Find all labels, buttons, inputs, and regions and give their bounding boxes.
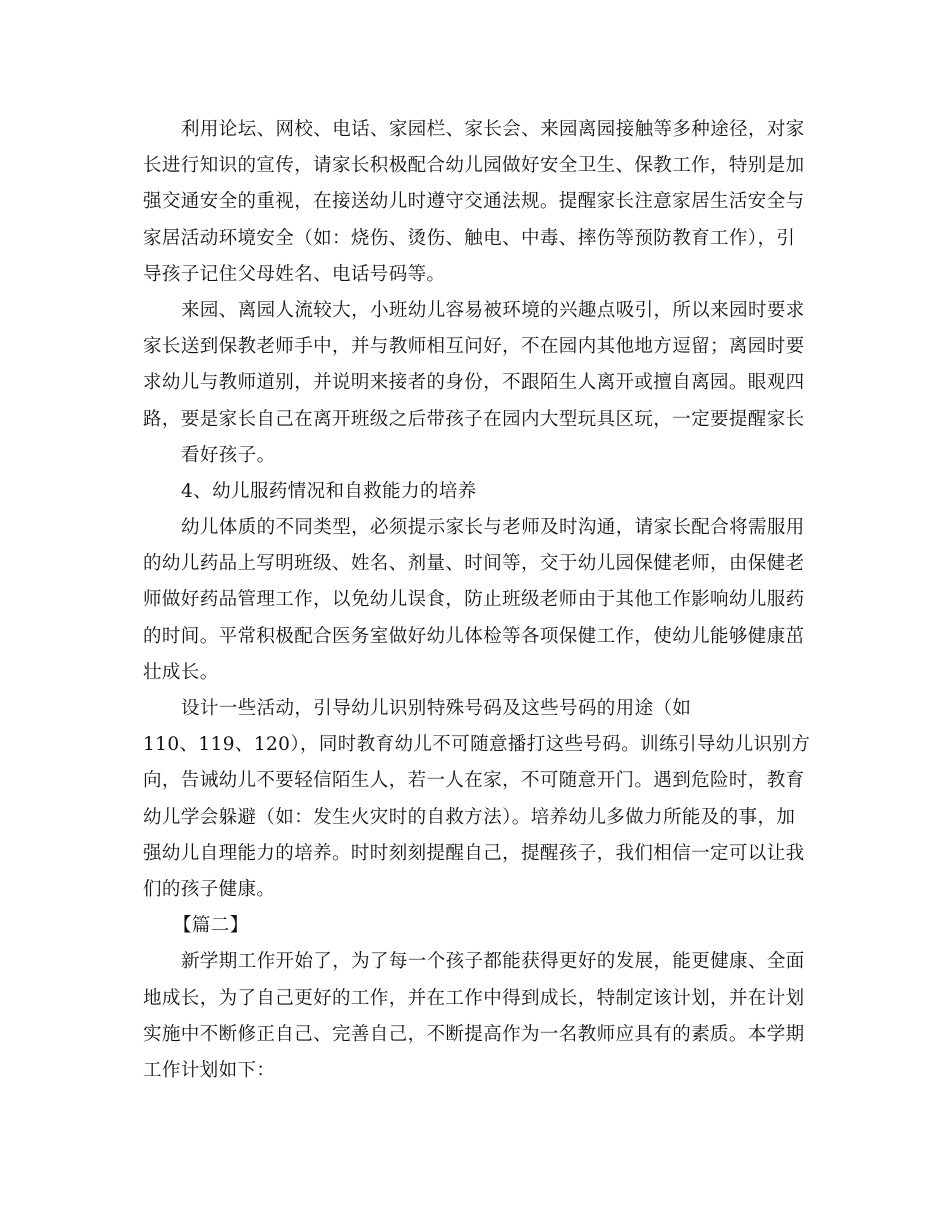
- text-line: 的时间。平常积极配合医务室做好幼儿体检等各项保健工作，使幼儿能够健康茁: [143, 625, 805, 647]
- text-line: 家居活动环境安全（如：烧伤、烫伤、触电、中毒、摔伤等预防教育工作），引: [143, 227, 796, 249]
- paragraph-medication: [143, 510, 803, 691]
- text-line: 求幼儿与教师道别，并说明来接者的身份，不跟陌生人离开或擅自离园。眼观四: [143, 372, 805, 394]
- paragraph-new-semester: [143, 944, 803, 1089]
- section-heading-medication: [143, 474, 803, 510]
- text-line: 师做好药品管理工作，以免幼儿误食，防止班级老师由于其他工作影响幼儿服药: [143, 589, 805, 611]
- heading-text: 【篇二】: [173, 915, 249, 937]
- text-line: 设计一些活动，引导幼儿识别特殊号码及这些号码的用途（如: [181, 698, 692, 719]
- text-line: 地成长，为了自己更好的工作，并在工作中得到成长，特制定该计划，并在计划: [143, 987, 805, 1009]
- text-line: 幼儿学会躲避（如：发生火灾时的自救方法）。培养幼儿多做力所能及的事，加: [143, 806, 796, 828]
- text-line: 强交通安全的重视，在接送幼儿时遵守交通法规。提醒家长注意家居生活安全与: [143, 191, 805, 213]
- text-line: 家长送到保教老师手中，并与教师相互问好，不在园内其他地方逗留；离园时要: [143, 336, 805, 358]
- text-line: 工作计划如下：: [143, 1059, 276, 1081]
- text-line: 的幼儿药品上写明班级、姓名、剂量、时间等，交于幼儿园保健老师，由保健老: [143, 553, 805, 575]
- text-line: 强幼儿自理能力的培养。时时刻刻提醒自己，提醒孩子，我们相信一定可以让我: [143, 842, 805, 864]
- text-line: 利用论坛、网校、电话、家园栏、家长会、来园离园接触等多种途径，对家: [181, 119, 805, 140]
- text-line: 们的孩子健康。: [143, 878, 276, 900]
- text-line: 110、119、120），同时教育幼儿不可随意播打这些号码。训练引导幼儿识别方: [143, 734, 811, 756]
- paragraph-parent-communication: [143, 112, 803, 293]
- text-line: 看好孩子。: [181, 444, 276, 466]
- text-line: 长进行知识的宣传，请家长积极配合幼儿园做好安全卫生、保教工作，特别是加: [143, 155, 805, 177]
- paragraph-self-rescue: [143, 691, 811, 908]
- text-line: 来园、离园人流较大，小班幼儿容易被环境的兴趣点吸引，所以来园时要求: [181, 299, 805, 321]
- document-page: [143, 112, 811, 1089]
- text-line: 向，告诫幼儿不要轻信陌生人，若一人在家，不可随意开门。遇到危险时，教育: [143, 770, 805, 792]
- text-line: 新学期工作开始了，为了每一个孩子都能获得更好的发展，能更健康、全面: [181, 951, 805, 973]
- text-line: 幼儿体质的不同类型，必须提示家长与老师及时沟通，请家长配合将需服用: [181, 517, 805, 539]
- text-line: 路，要是家长自己在离开班级之后带孩子在园内大型玩具区玩，一定要提醒家长: [143, 408, 805, 430]
- text-line: 导孩子记住父母姓名、电话号码等。: [143, 263, 446, 285]
- heading-text: 4、幼儿服药情况和自救能力的培养: [181, 480, 477, 502]
- text-line: 实施中不断修正自己、完善自己，不断提高作为一名教师应具有的素质。本学期: [143, 1023, 805, 1045]
- text-line: 壮成长。: [143, 661, 219, 683]
- paragraph-arrival-departure: [143, 293, 803, 474]
- section-heading-part-two: [143, 908, 803, 944]
